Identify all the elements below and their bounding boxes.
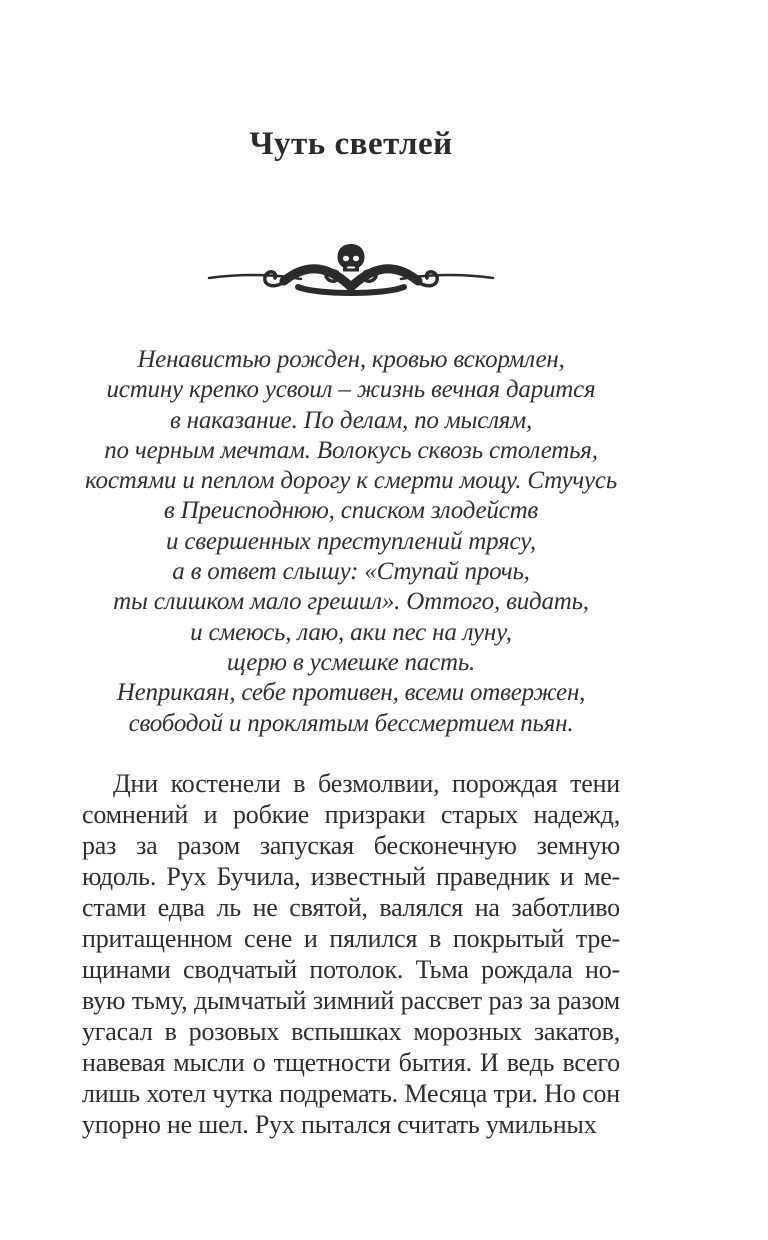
poem-line: свободой и проклятым бессмертием пьян. <box>128 709 574 737</box>
poem-line: в Преисподнюю, списком злодейств <box>163 497 539 525</box>
poem-line: а в ответ слышу: «Ступай прочь, <box>172 558 530 586</box>
body-text-line: щинами сводчатый потолок. Тьма рождала но- <box>82 954 620 984</box>
poem-line: и свершенных преступлений трясу, <box>166 527 536 555</box>
body-text-line: стами едва ль не святой, валялся на заботливо <box>82 892 620 922</box>
poem-line: истину крепко усвоил – жизнь вечная дарится <box>106 376 596 404</box>
body-text-line: угасал в розовых вспышках морозных закатов, <box>82 1016 620 1046</box>
skull-divider-icon <box>206 242 496 300</box>
body-text-line: юдоль. Рух Бучила, известный праведник и ме- <box>82 861 620 891</box>
body-text-line: раз за разом запуская бесконечную земную <box>82 830 620 860</box>
poem-line: щерю в усмешке пасть. <box>226 648 476 676</box>
body-text-line: сомнений и робкие призраки старых надежд, <box>82 799 620 829</box>
poem-line: ты слишком мало грешил». Оттого, видать, <box>113 588 589 616</box>
body-text-line: упорно не шел. Рух пытался считать умильных <box>82 1109 597 1139</box>
body-text-line: притащенном сене и пялился в покрытый тре- <box>82 923 620 953</box>
body-text-line: Дни костенели в безмолвии, порождая тени <box>113 768 620 798</box>
body-text-line: вую тьму, дымчатый зимний рассвет раз за разом <box>82 985 620 1015</box>
body-text-line: навевая мысли о тщетности бытия. И ведь всего <box>82 1047 620 1077</box>
poem-line: Ненавистью рожден, кровью вскормлен, <box>137 346 565 373</box>
poem-line: и смеюсь, лаю, аки пес на луну, <box>190 618 512 646</box>
body-paragraph <box>82 768 620 1140</box>
body-text-line: лишь хотел чутка подремать. Месяца три. Но сон <box>82 1078 620 1108</box>
poem-line: костями и пеплом дорогу к смерти мощу. Стучусь <box>84 467 617 495</box>
chapter-title: Чуть светлей <box>249 126 453 162</box>
poem-line: Неприкаян, себе противен, всеми отвержен, <box>116 679 586 707</box>
divider-ornament <box>82 242 620 300</box>
epigraph-poem <box>82 345 620 739</box>
text-column <box>82 0 620 1140</box>
poem-line: в наказание. По делам, по мыслям, <box>169 406 533 434</box>
poem-line: по черным мечтам. Волокусь сквозь столетья, <box>104 436 598 464</box>
